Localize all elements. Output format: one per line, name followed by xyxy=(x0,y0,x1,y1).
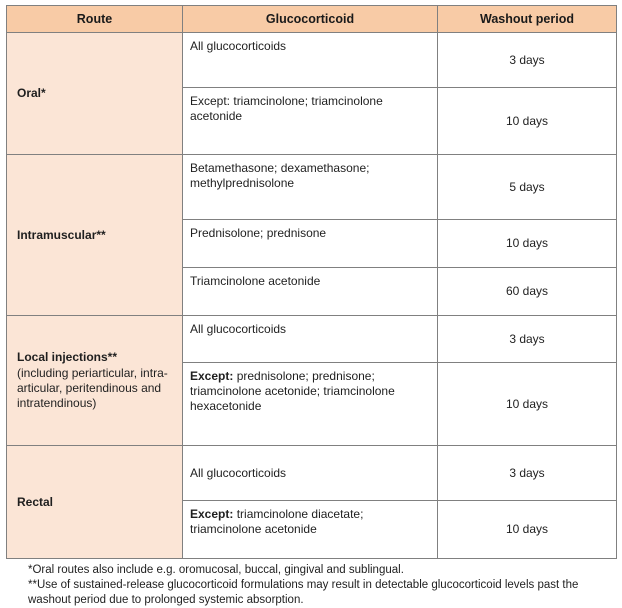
glucocorticoid-prefix: Except: xyxy=(190,507,234,521)
column-header-glucocorticoid: Glucocorticoid xyxy=(183,6,438,33)
glucocorticoid-text: All glucocorticoids xyxy=(190,322,287,336)
washout-text: 3 days xyxy=(509,465,545,480)
table-header-row xyxy=(7,6,617,33)
washout-cell xyxy=(438,220,617,268)
glucocorticoid-cell xyxy=(183,220,438,268)
washout-cell xyxy=(438,446,617,501)
route-sublabel: (including periarticular, intra-articular, peritendinous and intratendinous) xyxy=(17,366,168,410)
washout-cell xyxy=(438,33,617,88)
column-header-washout-period: Washout period xyxy=(438,6,617,33)
glucocorticoid-cell xyxy=(183,363,438,446)
washout-cell xyxy=(438,316,617,363)
glucocorticoid-text: All glucocorticoids xyxy=(190,39,287,53)
route-label: Oral* xyxy=(17,86,46,100)
footnote-oral-routes: *Oral routes also include e.g. oromucosal, buccal, gingival and sublingual. xyxy=(28,564,404,576)
route-cell-intramuscular xyxy=(7,155,183,316)
glucocorticoid-text: Prednisolone; prednisone xyxy=(190,226,327,240)
column-header-route: Route xyxy=(7,6,183,33)
glucocorticoid-cell xyxy=(183,501,438,559)
washout-cell xyxy=(438,363,617,446)
washout-cell xyxy=(438,501,617,559)
table-row xyxy=(7,155,617,220)
glucocorticoid-text: triamcinolone diacetate; triamcinolone acetonide xyxy=(190,507,364,536)
route-cell-rectal xyxy=(7,446,183,559)
glucocorticoid-cell xyxy=(183,155,438,220)
table-row xyxy=(7,316,617,363)
glucocorticoid-text: Betamethasone; dexamethasone; methylprednisolone xyxy=(190,161,370,190)
washout-text: 10 days xyxy=(505,113,549,128)
washout-text: 10 days xyxy=(505,396,549,411)
glucocorticoid-cell xyxy=(183,268,438,316)
footnote-sustained-release: **Use of sustained-release glucocorticoid formulations may result in detectable glucocorticoid levels past the washout period due to prolonged systemic absorption. xyxy=(28,579,579,606)
glucocorticoid-cell xyxy=(183,33,438,88)
glucocorticoid-cell xyxy=(183,88,438,155)
washout-text: 5 days xyxy=(509,179,545,194)
footnotes xyxy=(28,563,616,608)
route-label: Local injections** xyxy=(17,350,118,364)
glucocorticoid-washout-table xyxy=(6,5,617,559)
table-row xyxy=(7,446,617,501)
glucocorticoid-prefix: Except: xyxy=(190,369,234,383)
washout-text: 3 days xyxy=(509,52,545,67)
glucocorticoid-text: Triamcinolone acetonide xyxy=(190,274,321,288)
washout-text: 10 days xyxy=(505,236,549,250)
table-row xyxy=(7,33,617,88)
washout-cell xyxy=(438,155,617,220)
washout-text: 10 days xyxy=(505,522,549,536)
table-body xyxy=(7,33,617,559)
table-header xyxy=(7,6,617,33)
glucocorticoid-text: All glucocorticoids xyxy=(190,465,287,480)
route-label: Rectal xyxy=(17,494,54,509)
glucocorticoid-cell xyxy=(183,446,438,501)
glucocorticoid-cell xyxy=(183,316,438,363)
washout-text: 3 days xyxy=(509,331,545,346)
washout-text: 60 days xyxy=(505,284,549,298)
route-cell-local-injections xyxy=(7,316,183,446)
washout-cell xyxy=(438,88,617,155)
glucocorticoid-text: prednisolone; prednisone; triamcinolone acetonide; triamcinolone hexacetonide xyxy=(190,369,395,413)
route-cell-oral xyxy=(7,33,183,155)
glucocorticoid-text: Except: triamcinolone; triamcinolone acetonide xyxy=(190,94,383,123)
washout-cell xyxy=(438,268,617,316)
route-label: Intramuscular** xyxy=(17,227,106,242)
